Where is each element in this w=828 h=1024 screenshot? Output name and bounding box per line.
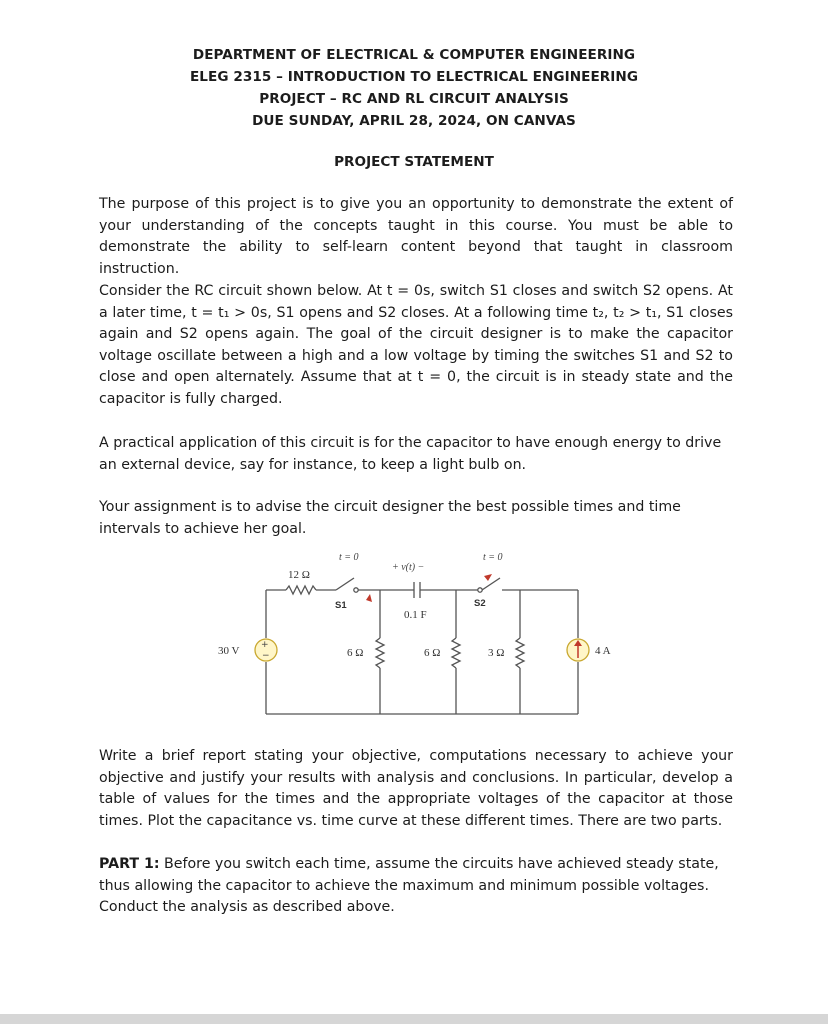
- switch1-arrow-icon: [366, 594, 372, 602]
- capacitor-label: 0.1 F: [404, 609, 427, 621]
- switch2-arrow-icon: [484, 574, 492, 581]
- part1-paragraph: [99, 854, 733, 919]
- document-header: [0, 44, 828, 132]
- application-paragraph: A practical application of this circuit is for the capacitor to have enough energy to drive an external device, say for instance, to keep a light bulb on.: [99, 435, 722, 473]
- rc-circuit-diagram: [200, 548, 640, 720]
- assignment-paragraph: Your assignment is to advise the circuit designer the best possible times and time intervals to achieve her goal.: [99, 499, 681, 537]
- switch2-label: S2: [474, 598, 486, 609]
- svg-text:−: −: [262, 651, 270, 661]
- purpose-paragraph: The purpose of this project is to give you an opportunity to demonstrate the extent of your understanding of the concepts taught in this course. You must be able to demonstrate the ability to self-learn content beyond that taught in classroom instruction.: [99, 196, 733, 277]
- current-source-icon: [567, 639, 589, 661]
- section-title: PROJECT STATEMENT: [334, 154, 494, 170]
- header-project: PROJECT – RC AND RL CIRCUIT ANALYSIS: [259, 91, 569, 107]
- voltage-source-icon: [255, 639, 277, 661]
- resistor-r3-label: 3 Ω: [488, 647, 505, 659]
- part1-label: PART 1:: [99, 856, 160, 872]
- voltage-source-label: 30 V: [218, 645, 240, 657]
- part1-text: Before you switch each time, assume the circuits have achieved steady state, thus allowing the capacitor to achieve the maximum and minimum possible voltages. Conduct the analysis as described above.: [99, 856, 719, 915]
- resistor-r1-label: 6 Ω: [347, 647, 364, 659]
- switch1-time-label: t = 0: [339, 552, 359, 563]
- resistor-r2-label: 6 Ω: [424, 647, 441, 659]
- report-paragraph: Write a brief report stating your objective, computations necessary to achieve your objective and justify your results with analysis and conclusions. In particular, develop a table of values for the times and the appropriate voltages of the capacitor at those times. Plot the capacitance vs. time curve at these different times. There are two parts.: [99, 748, 733, 829]
- current-source-label: 4 A: [595, 645, 611, 657]
- header-due-date: DUE SUNDAY, APRIL 28, 2024, ON CANVAS: [252, 113, 576, 129]
- capacitor-voltage-label: + v(t) −: [392, 562, 425, 573]
- switch2-time-label: t = 0: [483, 552, 503, 563]
- switch1-label: S1: [335, 600, 347, 611]
- header-course: ELEG 2315 – INTRODUCTION TO ELECTRICAL ENGINEERING: [189, 69, 639, 85]
- resistor-12-label: 12 Ω: [288, 569, 310, 581]
- consider-paragraph: Consider the RC circuit shown below. At t = 0s, switch S1 closes and switch S2 opens. At a later time, t = t₁ > 0s, S1 opens and S2 closes. At a following time t₂, t₂ > t₁, S1 closes again and S2 opens again. The goal of the circuit designer is to make the capacitor voltage oscillate between a high and a low voltage by timing the switches S1 and S2 to close and open alternately. Assume that at t = 0, the circuit is in steady state and the capacitor is fully charged.: [99, 283, 733, 407]
- svg-text:+: +: [261, 640, 269, 650]
- bottom-scroll-bar: [0, 1014, 828, 1024]
- header-department: DEPARTMENT OF ELECTRICAL & COMPUTER ENGINEERING: [192, 47, 636, 63]
